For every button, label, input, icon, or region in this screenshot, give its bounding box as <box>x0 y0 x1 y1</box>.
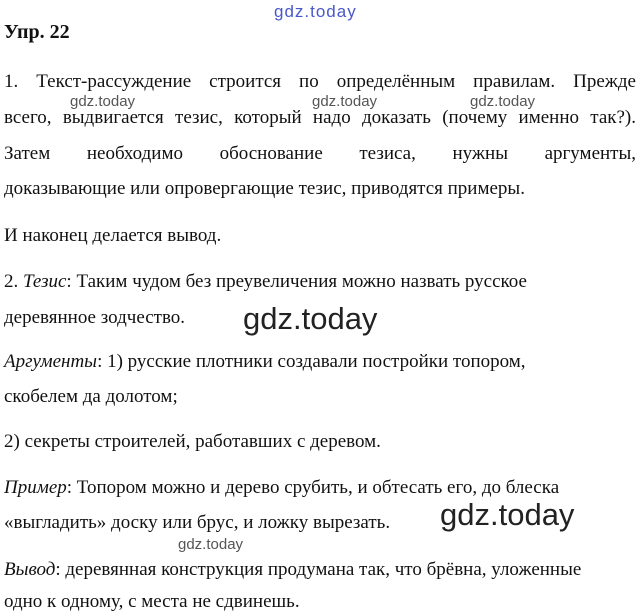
exercise-title: Упр. 22 <box>4 21 70 43</box>
conclusion-line <box>4 558 636 582</box>
example-text: : Топором можно и дерево срубить, и обтесать его, до блеска <box>66 477 560 498</box>
arguments-line <box>4 350 636 374</box>
watermark-small: gdz.today <box>178 536 244 553</box>
watermark-small: gdz.today <box>70 93 136 110</box>
paragraph-1-line: всего, выдвигается тезис, который надо доказать (почему именно так?). <box>4 107 636 128</box>
paragraph-1-line: доказывающие или опровергающие тезис, приводятся примеры. <box>4 178 525 199</box>
example-line <box>4 476 636 500</box>
example-line: «выгладить» доску или брус, и ложку вырезать. <box>4 512 391 533</box>
paragraph-1-line: И наконец делается вывод. <box>4 225 222 246</box>
watermark-small: gdz.today <box>312 93 378 110</box>
thesis-line <box>4 270 636 294</box>
thesis-term: Тезис <box>23 271 67 292</box>
example-term: Пример <box>4 477 67 498</box>
thesis-number: 2. <box>4 271 23 292</box>
watermark-large: gdz.today <box>440 497 575 532</box>
paragraph-1-line: 1. Текст-рассуждение строится по определённым правилам. Прежде <box>4 71 636 92</box>
arguments-line: скобелем да долотом; <box>4 386 178 407</box>
thesis-line: деревянное зодчество. <box>4 307 186 328</box>
conclusion-text: : деревянная конструкция продумана так, что брёвна, уложенные <box>55 559 582 580</box>
thesis-text: : Таким чудом без преувеличения можно назвать русское <box>66 271 527 292</box>
watermark-top: gdz.today <box>274 2 357 21</box>
watermark-large: gdz.today <box>243 301 378 336</box>
conclusion-term: Вывод <box>4 559 56 580</box>
paragraph-1-line: Затем необходимо обоснование тезиса, нужны аргументы, <box>4 143 636 164</box>
arguments-text: : 1) русские плотники создавали постройки топором, <box>97 351 526 372</box>
conclusion-line: одно к одному, с места не сдвинешь. <box>4 591 300 612</box>
arguments-line: 2) секреты строителей, работавших с деревом. <box>4 431 381 452</box>
arguments-term: Аргументы <box>4 351 98 372</box>
watermark-small: gdz.today <box>470 93 536 110</box>
